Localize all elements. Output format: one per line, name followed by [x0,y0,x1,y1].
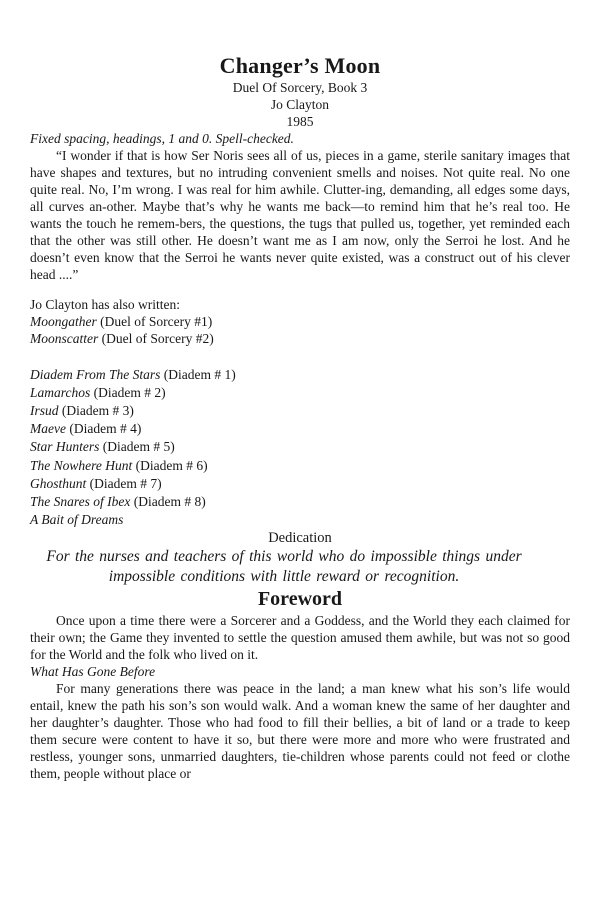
book-title: Moonscatter [30,331,99,347]
book-series-detail: (Diadem # 4) [65,421,142,437]
also-written-list [30,296,570,348]
section-heading-what-has-gone-before: What Has Gone Before [30,664,156,680]
book-series-detail: (Diadem # 2) [90,384,166,400]
author-name: Jo Clayton [270,97,330,112]
book-series-detail: (Duel of Sorcery #1) [96,314,213,330]
book-series-detail: (Diadem # 3) [58,403,134,419]
book-title: Ghosthunt [30,475,87,491]
opening-quote-paragraph: “I wonder if that is how Ser Noris sees all of us, pieces in a game, sterile sanitary images that have shapes and textures, but no intruding convenient smells and noises. Not quite real. No one quite real. No, I’m wrong. I was real for him awhile. Clutter-ing, demanding, all edges some days, all curves an-other. Maybe that’s why he wants me back—to remind him that he’s real too. He wants the touch he remem-bers, the questions, the tugs that pulled us, together, yet reminded each that the other was still other. He doesn’t want me as I am now, only the Serroi he lost. And he doesn’t even know that the Serroi he wants never quite existed, was a construct out of his clever head ....” [30,148,570,282]
book-list-item [30,313,570,330]
section-paragraph: For many generations there was peace in the land; a man knew what his son’s life would entail, knew the path his son’s son would walk. And a woman knew the same of her daughter and her daughter’s daughter. Those who had food to fill their bellies, a bit of land or a trade to keep them secure were content to have it so, but there were more and more who were frustrated and restless, younger sons, unmarried daughters, tie-children whose parents could not feed or clothe them, people without place or [30,681,570,782]
book-series-detail: (Diadem # 8) [130,494,206,510]
standalone-book-title: A Bait of Dreams [30,512,124,528]
also-written-heading: Jo Clayton has also written: [30,297,180,312]
book-title: Diadem From The Stars [30,366,161,382]
book-title: Lamarchos [30,384,91,400]
book-title: Star Hunters [30,439,100,455]
book-series-detail: (Diadem # 7) [86,475,162,491]
foreword-paragraph: Once upon a time there were a Sorcerer and a Goddess, and the World they each claimed for their own; the Game they invented to settle the question amused them awhile, but was not so good for the World and the folk who lived on it. [30,613,570,663]
title-block [30,0,570,130]
publication-year: 1985 [286,114,314,129]
book-list-item [30,493,570,511]
dedication-text: For the nurses and teachers of this world who do impossible things under impossible conditions with little reward or recognition. [46,548,522,586]
book-list-item [30,457,570,475]
book-title: The Snares of Ibex [30,494,131,510]
book-series-detail: (Diadem # 1) [160,366,236,382]
dedication-heading: Dedication [268,530,332,547]
diadem-series-list [30,366,570,512]
book-series-detail: (Duel of Sorcery #2) [98,331,214,347]
foreword-heading: Foreword [257,588,343,611]
book-list-item [30,330,570,347]
book-list-item [30,420,570,438]
book-title: The Nowhere Hunt [30,457,133,473]
page-title: Changer’s Moon [219,53,381,78]
book-list-item [30,366,570,384]
book-title: Moongather [30,314,97,330]
book-series-detail: (Diadem # 6) [132,457,208,473]
series-subtitle: Duel Of Sorcery, Book 3 [232,80,368,95]
book-list-item [30,475,570,493]
book-title: Maeve [30,421,66,437]
book-list-item [30,438,570,456]
editorial-note: Fixed spacing, headings, 1 and 0. Spell-checked. [30,131,294,146]
book-list-item [30,384,570,402]
book-list-item [30,402,570,420]
book-series-detail: (Diadem # 5) [99,439,175,455]
book-title: Irsud [30,403,59,419]
